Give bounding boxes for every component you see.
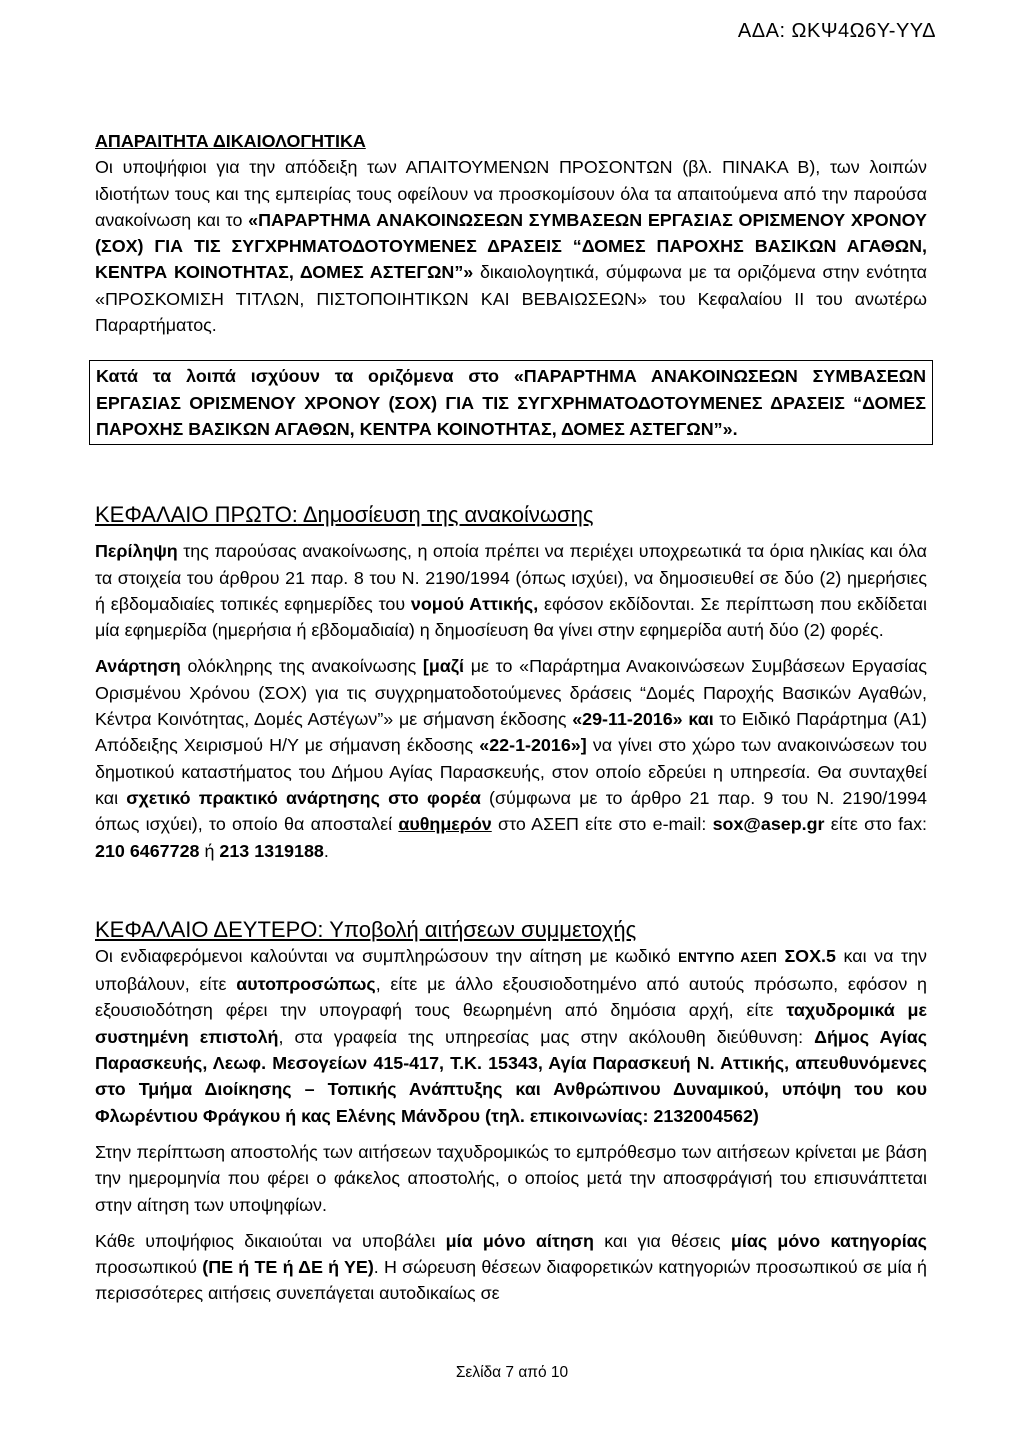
text-run: νομού Αττικής,: [410, 593, 539, 614]
ada-code: ΑΔΑ: ΩΚΨ4Ω6Υ-ΥΥΔ: [737, 20, 936, 42]
chapter-one-heading: [95, 501, 927, 528]
text-run: Οι υποψήφιοι για την απόδειξη των ΑΠΑΙΤΟΥΜΕΝΩΝ ΠΡΟΣΟΝΤΩΝ (βλ. ΠΙΝΑΚΑ Β), των λοιπών ιδιοτήτων τους και της εμπειρίας τους οφείλουν να προσκομίσουν όλα τα απαιτούμενα από την παρούσα ανακοίνωση και το: [95, 157, 927, 230]
boxed-note-text: [96, 363, 926, 442]
text-run: προσωπικού: [95, 1257, 203, 1278]
text-run: να γίνει στο χώρο των ανακοινώσεων του δημοτικού καταστήματος του Δήμου Αγίας Παρασκευής, στον οποίο εδρεύει η υπηρεσία. Θα συνταχθεί και: [95, 735, 927, 808]
text-run: [μαζί: [422, 656, 465, 677]
text-run: εφόσον εκδίδονται. Σε περίπτωση που εκδίδεται μία εφημερίδα (ημερήσια ή εβδομαδιαία) η δημοσίευση θα γίνει στην εφημερίδα αυτή δύο (2) φορές.: [95, 593, 927, 641]
text-run: sox@asep.gr: [712, 814, 825, 835]
paragraph-posting: [95, 653, 927, 863]
text-run: αυτοπροσώπως: [236, 974, 376, 995]
text-run: και για θέσεις: [593, 1230, 731, 1251]
text-run: στο ΑΣΕΠ είτε στο e-mail:: [491, 814, 713, 835]
text-run-bold: «ΠΑΡΑΡΤΗΜΑ ΑΝΑΚΟΙΝΩΣΕΩΝ ΣΥΜΒΑΣΕΩΝ ΕΡΓΑΣΙΑΣ ΟΡΙΣΜΕΝΟΥ ΧΡΟΝΟΥ (ΣΟΧ) ΓΙΑ ΤΙΣ ΣΥΓΧΡΗΜΑΤΟΔΟΤΟΥΜΕΝΕΣ ΔΡΑΣΕΙΣ “ΔΟΜΕΣ ΠΑΡΟΧΗΣ ΒΑΣΙΚΩΝ ΑΓΑΘΩΝ, ΚΕΝΤΡΑ ΚΟΙΝΟΤΗΤΑΣ, ΔΟΜΕΣ ΑΣΤΕΓΩΝ”».: [96, 366, 927, 439]
chapter-lead: ΚΕΦΑΛΑΙΟ ΠΡΩΤΟ:: [95, 502, 298, 528]
text-run: με το «Παράρτημα Ανακοινώσεων Συμβάσεων Εργασίας Ορισμένου Χρόνου (ΣΟΧ) για τις συγχρηματοδοτούμενες δράσεις “Δομές Παροχής Βασικών Αγαθών, Κέντρα Κοινότητας, Δομές Αστέγων”» με σήμανση έκδοσης: [95, 656, 928, 730]
text-run: ΣΟΧ.5: [784, 945, 836, 966]
text-run: «22-1-2016»]: [479, 735, 587, 756]
page-number: Σελίδα 7 από 10: [455, 1364, 569, 1381]
text-run: ή: [199, 840, 220, 861]
text-run: (ΠΕ ή ΤΕ ή ΔΕ ή ΥΕ): [202, 1257, 374, 1278]
text-run: 210 6467728: [95, 840, 200, 861]
paragraph-postal-timeliness: Στην περίπτωση αποστολής των αιτήσεων ταχυδρομικώς το εμπρόθεσμο των αιτήσεων κρίνεται με βάση την ημερομηνία που φέρει ο φάκελος αποστολής, ο οποίος μετά την αποσφράγισή του επισυνάπτεται στην αίτηση των υποψηφίων.: [95, 1141, 927, 1215]
paragraph-application-submission: [95, 943, 927, 1129]
chapter-lead: ΚΕΦΑΛΑΙΟ ΔΕΥΤΕΡΟ:: [95, 916, 324, 942]
text-run: ολόκληρης της ανακοίνωσης: [180, 656, 423, 677]
text-run-bold: Κατά τα λοιπά ισχύουν τα οριζόμενα στο: [96, 366, 514, 387]
text-run: της παρούσας ανακοίνωσης, η οποία πρέπει να περιέχει υποχρεωτικά τα όρια ηλικίας και όλα τα στοιχεία του άρθρου 21 παρ. 8 του Ν. 2190/1994 (όπως ισχύει), να δημοσιευθεί σε δύο (2) ημερήσιες ή εβδομαδιαίες τοπικές εφημερίδες του: [95, 541, 927, 614]
text-run: (σύμφωνα με το άρθρο 21 παρ. 9 του Ν. 2190/1994 όπως ισχύει), το οποίο θα αποσταλεί: [95, 787, 927, 835]
text-run: , στα γραφεία της υπηρεσίας μας στην ακόλουθη διεύθυνση:: [278, 1026, 815, 1047]
text-run: Δήμος Αγίας Παρασκευής, Λεωφ. Μεσογείων 415-417, Τ.Κ. 15343, Αγία Παρασκευή Ν. Αττικής, απευθυνόμενες στο Τμήμα Διοίκησης – Τοπικής Ανάπτυξης και Ανθρώπινου Δυναμικού, υπόψη του κου Φλωρέντιου Φράγκου ή κας Ελένης Μάνδρου (τηλ. επικοινωνίας: 2132004562): [95, 1026, 927, 1126]
text-run: . Η σώρευση θέσεων διαφορετικών κατηγοριών προσωπικού σε μία ή περισσότερες αιτήσεις συνεπάγεται αυτοδικαίως σε: [95, 1257, 927, 1304]
text-run: ΕΝΤΥΠΟ ΑΣΕΠ: [678, 949, 777, 965]
document-body: [95, 128, 927, 1307]
text-run: .: [323, 840, 329, 861]
text-run: «29-11-2016» και: [572, 709, 714, 730]
text-run: μία μόνο αίτηση: [445, 1230, 594, 1251]
text-run: 213 1319188: [219, 840, 324, 861]
text-run: αυθημερόν: [398, 814, 492, 835]
text-run: Κάθε υποψήφιος δικαιούται να υποβάλει: [95, 1230, 446, 1251]
text-run: ταχυδρομικά με συστημένη επιστολή: [95, 1000, 927, 1047]
chapter-two-heading: [95, 916, 927, 943]
text-run: Περίληψη: [95, 541, 178, 562]
boxed-note: [89, 360, 933, 445]
chapter-title: Υποβολή αιτήσεων συμμετοχής: [323, 916, 637, 942]
paragraph-required-documents: [95, 154, 927, 338]
text-run: και να την υποβάλουν, είτε: [95, 945, 927, 995]
paragraph-summary-publication: [95, 538, 927, 643]
text-run: Οι ενδιαφερόμενοι καλούνται να συμπληρώσουν την αίτηση με κωδικό: [95, 945, 679, 966]
paragraph-single-application: [95, 1228, 927, 1307]
text-run: σχετικό πρακτικό ανάρτησης στο φορέα: [126, 787, 481, 808]
text-run: είτε στο fax:: [824, 814, 927, 835]
text-run-bold: «ΠΑΡΑΡΤΗΜΑ ΑΝΑΚΟΙΝΩΣΕΩΝ ΣΥΜΒΑΣΕΩΝ ΕΡΓΑΣΙΑΣ ΟΡΙΣΜΕΝΟΥ ΧΡΟΝΟΥ (ΣΟΧ) ΓΙΑ ΤΙΣ ΣΥΓΧΡΗΜΑΤΟΔΟΤΟΥΜΕΝΕΣ ΔΡΑΣΕΙΣ “ΔΟΜΕΣ ΠΑΡΟΧΗΣ ΒΑΣΙΚΩΝ ΑΓΑΘΩΝ, ΚΕΝΤΡΑ ΚΟΙΝΟΤΗΤΑΣ, ΔΟΜΕΣ ΑΣΤΕΓΩΝ”»: [95, 209, 927, 283]
chapter-title: Δημοσίευση της ανακοίνωσης: [297, 502, 594, 528]
text-run: δικαιολογητικά, σύμφωνα με τα οριζόμενα στην ενότητα «ΠΡΟΣΚΟΜΙΣΗ ΤΙΤΛΩΝ, ΠΙΣΤΟΠΟΙΗΤΙΚΩΝ ΚΑΙ ΒΕΒΑΙΩΣΕΩΝ» του Κεφαλαίου ΙΙ του ανωτέρω Παραρτήματος.: [95, 262, 927, 336]
text-run: , είτε με άλλο εξουσιοδοτημένο από αυτούς πρόσωπο, εφόσον η εξουσιοδότηση φέρει την υπογραφή τους θεωρημένη από δημόσια αρχή, είτε: [95, 974, 927, 1021]
section-title-required-documents: ΑΠΑΡΑΙΤΗΤΑ ΔΙΚΑΙΟΛΟΓΗΤΙΚΑ: [95, 131, 366, 151]
text-run: το Ειδικό Παράρτημα (Α1) Απόδειξης Χειρισμού Η/Υ με σήμανση έκδοσης: [95, 709, 927, 756]
text-run: Ανάρτηση: [95, 656, 181, 677]
text-run: μίας μόνο κατηγορίας: [730, 1230, 927, 1251]
